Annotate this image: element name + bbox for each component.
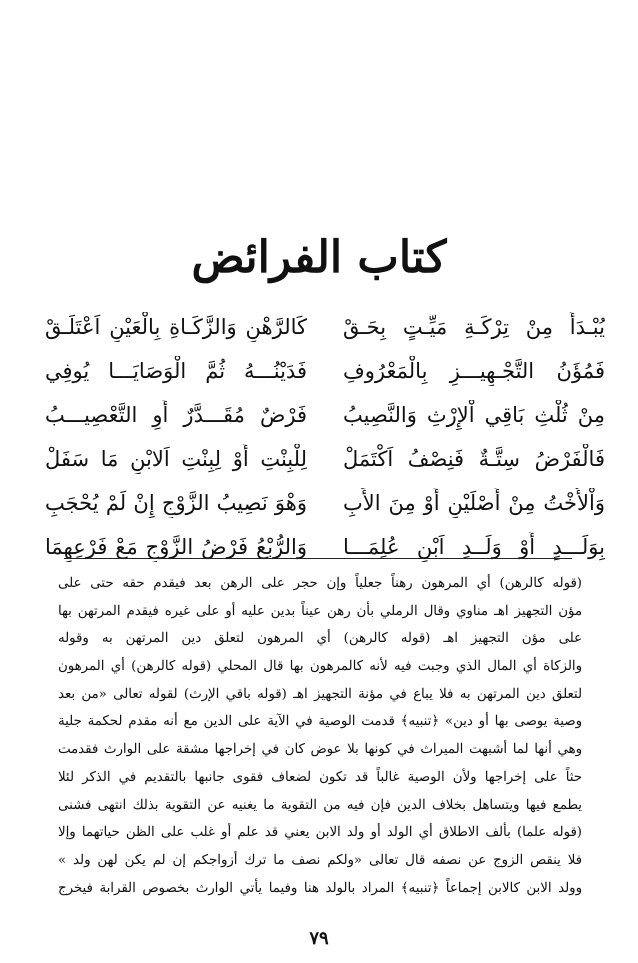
verse-second-hemistich: فَدَيْنُـــهُ ثُمَّ الْوَصَايَـــا يُوفِي (45, 359, 307, 383)
commentary-line: فلا ينقص الزوج عن نصفه قال تعالى «ولكم نصف ما ترك أزواجكم إن لم يكن لهن ولد » (58, 852, 582, 868)
commentary-line: لتعلق دين المرتهن به فلا يباع في مؤنة التجهيز اهـ (قوله باقي الإرث) لقوله تعالى «من بعد (58, 686, 582, 702)
verse-first-hemistich: وَاْلأُخْتُ مِنْ أَصْلَيْنِ أَوْ مِنَ الأَبِ (343, 491, 605, 515)
verse-line (45, 481, 605, 525)
verse-second-hemistich: وَهْوَ نَصِيبُ الزَّوْجِ إِنْ لَمْ يُحْجَبِ (45, 491, 307, 515)
page-number: ٧٩ (309, 928, 329, 949)
chapter-title: كتاب الفرائض (191, 232, 447, 283)
verse-first-hemistich: فَمُؤَنُ التَّجْـهِيـــزِ بِالْمَعْرُوفِ (343, 359, 605, 383)
verse-line (45, 525, 605, 569)
verse-first-hemistich: فَالْفَرْضُ سِتَّـةٌ فَنِصْفُ اَكْتَمَلْ (343, 447, 605, 471)
commentary-line: (قوله كالرهن) أي المرهون رهناً جعلياً وإن حجر على الرهن بعد فيقدم حقه حتى على (58, 576, 582, 591)
commentary-line: يطمع فيها ويتساهل بخلاف الدين فإن فيه من التقوية ما يغنيه عن التقوية بذلك انتهى فشنى (58, 797, 582, 813)
verse-second-hemistich: لِلْبِنْتِ أَوْ لِبِنْتِ اَلابْنِ مَا سَفَلْ (45, 447, 307, 471)
poem-verses (45, 305, 605, 569)
verse-line (45, 305, 605, 349)
verse-line (45, 349, 605, 393)
commentary-line: حثاً على إخراجها ولأن الوصية غالباً قد تكون لضعاف فقوى جانبها بالتقديم في الذكر لئلا (58, 769, 582, 785)
commentary-block (58, 570, 582, 902)
verse-line (45, 437, 605, 481)
commentary-line: والزكاة أي المال الذي وجبت فيه لأنه كالمرهون بها قال المحلي (قوله كالرهن) أي المرهون (58, 659, 582, 675)
commentary-line: على مؤن التجهيز اهـ (قوله كالرهن) أي المرهون لتعلق دين المرتهن به وقوله (58, 631, 582, 647)
verse-second-hemistich: وَالرُّبْعُ فَرْضُ الزَّوْجِ مَعْ فَرْعِهِمَا (45, 535, 307, 559)
commentary-line: مؤن التجهيز اهـ مناوي وقال الرملي بأن رهن عيناً بدين عليه أو على غيره فيقدم المرتهن بها (58, 603, 582, 619)
commentary-line: وصية يوصى بها أو دين» ﴿تنبيه﴾ قدمت الوصية في الآية على الدين مع أنه مقدم لحكمة جلية (58, 714, 582, 730)
verse-second-hemistich: فَرْضٌ مُقَـــدَّرٌ أَوِ التَّعْصِيـــبُ (45, 403, 307, 427)
verse-first-hemistich: مِنْ ثُلْثِ بَاقِي اْلإِرْثِ وَالنَّصِيبُ (343, 403, 605, 427)
verse-first-hemistich: بِوَلَـــدٍ أَوْ وَلَــدِ اَبْنٍ عُلِمَـــا (343, 535, 605, 559)
separator-rule (64, 558, 572, 559)
verse-second-hemistich: كَالرَّهْنِ وَالزَّكَـاةِ بِالْعَيْنِ اَعْتَلَـقْ (45, 315, 307, 339)
commentary-line: (قوله علما) بألف الاطلاق أي الولد أو ولد الابن يعني قد علم أو غلب على الظن حياتهما وإلا (58, 825, 582, 841)
verse-line (45, 393, 605, 437)
commentary-line: وولد الابن كالابن إجماعاً ﴿تنبيه﴾ المراد بالولد هنا وفيما يأتي الوارث بخصوص القرابة فيخرج (58, 880, 582, 896)
commentary-line: وهي أنها لما أشبهت الميراث في كونها بلا عوض كان في إخراجها مشقة على الوارث فقدمت (58, 742, 582, 758)
verse-first-hemistich: يُبْـدَأُ مِنْ تِرْكَـةِ مَيِّـتٍ بِحَـقْ (343, 315, 605, 339)
